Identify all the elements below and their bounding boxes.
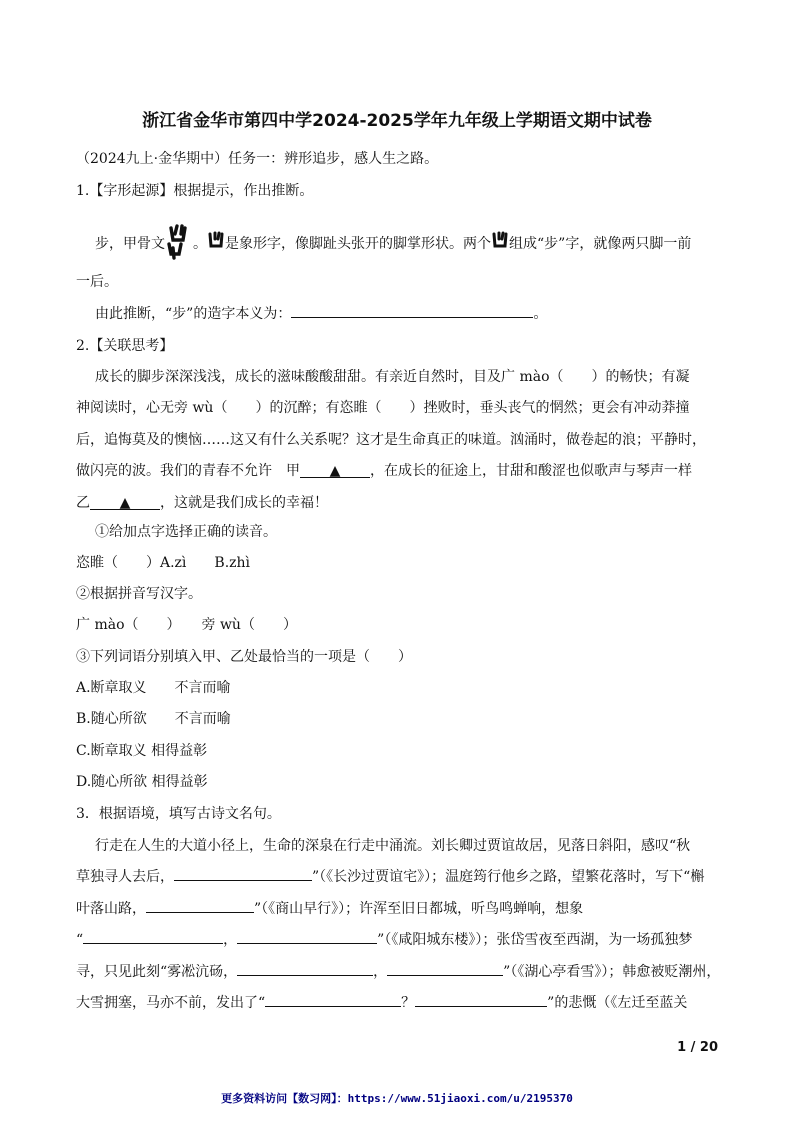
q2-para-4a: 做闪亮的波。我们的青春不允许 甲 — [76, 463, 300, 479]
poem-blank-8[interactable] — [415, 992, 547, 1007]
oracle-bone-zhi-icon-2 — [491, 231, 509, 257]
footer-link[interactable]: 更多资料访问【数习网】：https://www.51jiaoxi.com/u/2195370 — [221, 1092, 573, 1105]
page-title: 浙江省金华市第四中学2024-2025学年九年级上学期语文期中试卷 — [142, 111, 652, 131]
poem-blank-3[interactable] — [83, 929, 223, 944]
q1-text-a: 步，甲骨文 — [95, 236, 165, 252]
q3-line-3 — [76, 898, 583, 918]
q1-text-c: 是象形字，像脚趾头张开的脚掌形状。两个 — [225, 236, 491, 252]
oracle-bone-bu-icon — [165, 222, 193, 266]
q2-para-line-3: 后，追悔莫及的懊恼……这又有什么关系呢？这才是生命真正的味道。汹涌时，做卷起的浪；平静时， — [76, 432, 706, 448]
blank-yi-marker: ▲ — [119, 495, 131, 511]
q1-text-line — [95, 222, 691, 266]
q3-l3a: 叶落山路， — [76, 901, 146, 917]
poem-blank-7[interactable] — [265, 992, 401, 1007]
q3-line-5 — [76, 961, 720, 981]
poem-blank-2[interactable] — [146, 898, 254, 913]
q2-sub3: ③下列词语分别填入甲、乙处最恰当的一项是（ ） — [76, 649, 412, 665]
q2-sub2: ②根据拼音写汉字。 — [76, 586, 202, 602]
q3-l4a: “ — [76, 932, 84, 948]
q3-l3b: ”（《商山早行》）；许浑至旧日都城，听鸟鸣蝉响，想象 — [254, 901, 584, 917]
blank-jia-marker: ▲ — [329, 463, 341, 479]
q2-para-5b: ，这就是我们成长的幸福！ — [160, 495, 328, 511]
option-a[interactable]: A.断章取义 不言而喻 — [76, 680, 231, 696]
blank-yi[interactable] — [90, 495, 160, 510]
q3-heading: 3．根据语境，填写古诗文名句。 — [76, 806, 281, 822]
q1-text-d: 组成“步”字，就像两只脚一前 — [509, 236, 692, 252]
q2-para-line-5 — [76, 492, 328, 512]
q3-l5c: ”（《湖心亭看雪》）；韩愈被贬潮州， — [503, 964, 721, 980]
q3-line-2 — [76, 866, 704, 886]
q2-para-5a: 乙 — [76, 495, 90, 511]
q2-sub2-blanks: 广 mào（ ） 旁 wù（ ） — [76, 617, 297, 633]
q3-l5a: 寻，只见此刻“雾凇沆砀， — [76, 964, 238, 980]
q1-heading: 1.【字形起源】根据提示，作出推断。 — [76, 183, 314, 199]
page-number: 1 / 20 — [677, 1040, 718, 1055]
q3-l6a: 大雪拥塞，马亦不前，发出了“ — [76, 995, 266, 1011]
q2-para-line-4 — [76, 460, 692, 480]
q1-inference-line — [95, 303, 547, 323]
q3-line-1: 行走在人生的大道小径上，生命的深泉在行走中涌流。刘长卿过贾谊故居，见落日斜阳，感叹“秋 — [95, 838, 691, 854]
option-b[interactable]: B.随心所欲 不言而喻 — [76, 711, 231, 727]
poem-blank-1[interactable] — [174, 866, 312, 881]
q1-inference-end: 。 — [533, 306, 548, 322]
q3-line-4 — [76, 929, 692, 949]
q3-l4b: ， — [223, 932, 238, 948]
blank-jia[interactable] — [300, 463, 370, 478]
q2-para-line-2: 神阅读时，心无旁 wù（ ）的沉醉；有恣睢（ ）挫败时，垂头丧气的惘然；更会有冲动莽撞 — [76, 400, 690, 416]
oracle-bone-zhi-icon — [207, 231, 225, 257]
q1-inference-prompt: 由此推断，“步”的造字本义为： — [95, 306, 292, 322]
q2-sub1-choices: 恣睢（ ）A.zì B.zhì — [76, 555, 251, 571]
q3-l2b: ”（《长沙过贾谊宅》）；温庭筠行他乡之路，望繁花落时，写下“槲 — [312, 869, 705, 885]
q3-l2a: 草独寻人去后， — [76, 869, 174, 885]
q3-l6b: ？ — [401, 995, 416, 1011]
q2-heading: 2.【关联思考】 — [76, 338, 174, 354]
option-d[interactable]: D.随心所欲 相得益彰 — [76, 774, 208, 790]
q2-para-4b: ，在成长的征途上，甘甜和酸涩也似歌声与琴声一样 — [370, 463, 692, 479]
q3-l5b: ， — [373, 964, 388, 980]
q1-text-e: 一后。 — [76, 274, 118, 290]
q3-line-6 — [76, 992, 687, 1012]
q3-l6c: ”的悲慨（《左迁至蓝关 — [547, 995, 688, 1011]
q1-answer-blank[interactable] — [291, 303, 533, 318]
q2-para-line-1: 成长的脚步深深浅浅，成长的滋味酸酸甜甜。有亲近自然时，目及广 mào（ ）的畅快；有凝 — [95, 369, 690, 385]
q1-text-b: 。 — [193, 236, 207, 252]
poem-blank-6[interactable] — [387, 961, 503, 976]
q2-sub1: ①给加点字选择正确的读音。 — [95, 524, 277, 540]
poem-blank-4[interactable] — [237, 929, 377, 944]
intro-line: （2024九上·金华期中）任务一：辨形追步，感人生之路。 — [76, 151, 439, 167]
q3-l4c: ”（《咸阳城东楼》）；张岱雪夜至西湖，为一场孤独梦 — [377, 932, 693, 948]
option-c[interactable]: C.断章取义 相得益彰 — [76, 743, 208, 759]
poem-blank-5[interactable] — [237, 961, 373, 976]
